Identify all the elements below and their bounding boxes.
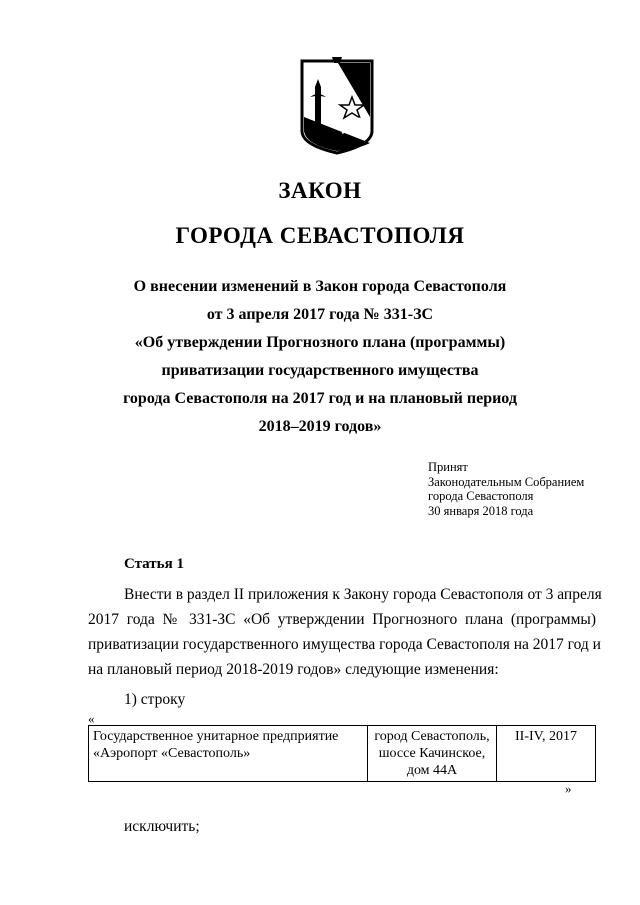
adoption-line: Принят — [428, 460, 468, 474]
enterprise-name-cell — [89, 726, 368, 782]
enterprise-name-line: «Аэропорт «Севастополь» — [93, 746, 251, 761]
subtitle-line: «Об утверждении Прогнозного плана (программы) — [134, 334, 506, 351]
subtitle-line: О внесении изменений в Закон города Севастополя — [133, 278, 507, 295]
subtitle-line: 2018–2019 годов» — [258, 418, 382, 435]
action-text: исключить; — [124, 818, 200, 835]
table-row — [89, 726, 596, 782]
subtitle-line: приватизации государственного имущества — [161, 362, 479, 379]
subtitle-line: от 3 апреля 2017 года № 331-ЗС — [206, 306, 434, 323]
law-title-city: ГОРОДА СЕВАСТОПОЛЯ — [175, 223, 465, 248]
adoption-date: 30 января 2018 года — [428, 503, 534, 518]
subtitle-line: города Севастополя на 2017 год и на плановый период — [123, 390, 517, 407]
address-cell — [368, 726, 497, 782]
period-cell: II-IV, 2017 — [497, 726, 596, 782]
item-label: 1) строку — [124, 691, 186, 708]
article-heading: Статья 1 — [124, 556, 184, 572]
adoption-line: города Севастополя — [428, 489, 534, 503]
paragraph-line: приватизации государственного имущества города Севастополя на 2017 год и — [88, 636, 601, 653]
adoption-note — [428, 460, 584, 518]
address-line: шоссе Качинское, — [378, 746, 486, 761]
address-line: дом 44А — [406, 763, 458, 778]
address-line: город Севастополь, — [374, 729, 490, 744]
enterprise-name-line: Государственное унитарное предприятие — [93, 729, 339, 744]
law-title: ЗАКОН — [278, 178, 362, 203]
paragraph-line: 2017 года № 331-ЗС «Об утверждении Прогнозного плана (программы) — [88, 611, 596, 628]
paragraph-line: на плановый период 2018-2019 годов» следующие изменения: — [88, 661, 499, 678]
quote-close: » — [565, 781, 572, 796]
paragraph-line: Внести в раздел II приложения к Закону города Севастополя от 3 апреля — [124, 586, 602, 603]
adoption-line: Законодательным Собранием — [428, 474, 585, 489]
sevastopol-coat-of-arms-emblem — [298, 57, 376, 157]
amended-row-table — [88, 725, 596, 782]
quote-open: « — [88, 711, 95, 726]
